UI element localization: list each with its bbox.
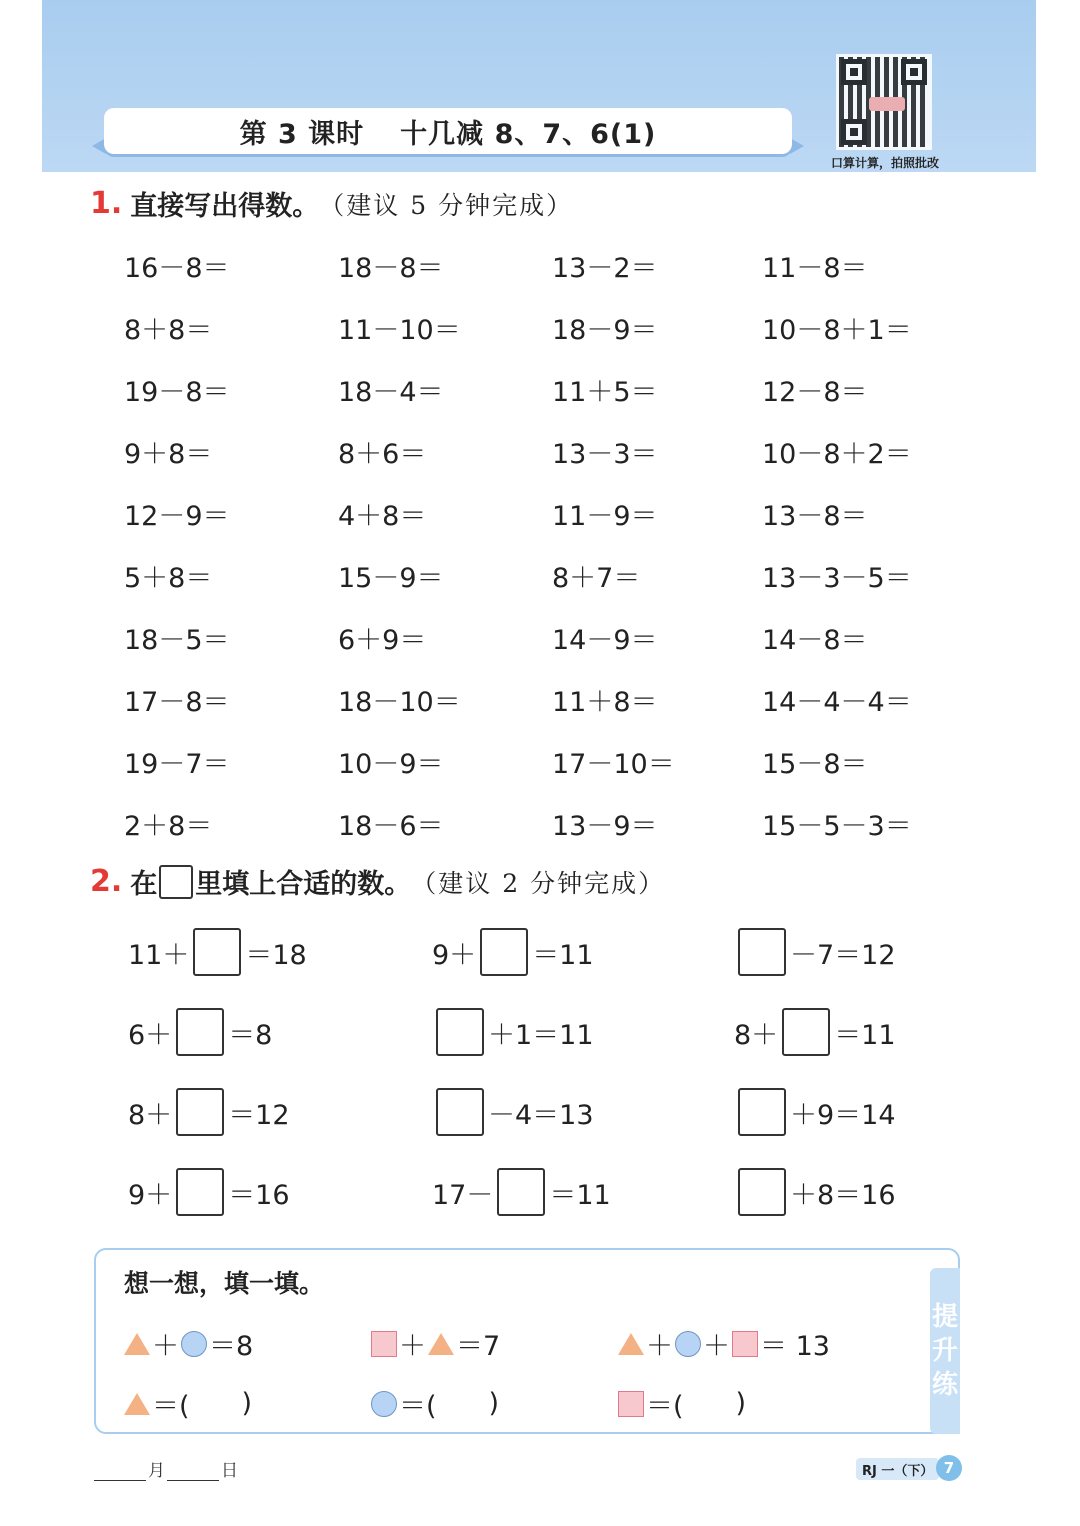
equation[interactable]: 10－8＋1＝ — [762, 315, 912, 346]
equation[interactable]: 8＋6＝ — [338, 439, 427, 470]
equation-suffix: ＝18 — [245, 939, 307, 971]
triangle-icon — [618, 1333, 644, 1355]
section1-number: 1. — [90, 186, 123, 221]
equation[interactable]: 4＋8＝ — [338, 501, 427, 532]
equation-prefix: 6＋ — [128, 1019, 173, 1051]
think-eq-1 — [122, 1324, 253, 1363]
equation[interactable]: 11－8＝ — [762, 253, 868, 284]
section2-heading-post: 里填上合适的数。 — [195, 869, 412, 900]
equation[interactable]: 8＋7＝ — [552, 563, 641, 594]
circle-icon — [181, 1331, 207, 1357]
answer-box[interactable] — [176, 1088, 224, 1136]
fill-equation — [734, 928, 896, 976]
equation[interactable]: 17－10＝ — [552, 749, 675, 780]
fill-equation — [432, 1088, 594, 1136]
fill-equation — [432, 1008, 594, 1056]
equation[interactable]: 15－5－3＝ — [762, 811, 912, 842]
equation[interactable]: 15－8＝ — [762, 749, 868, 780]
equation-suffix: ＋1＝11 — [488, 1019, 594, 1051]
answer-close: ) — [241, 1388, 253, 1419]
answer-box[interactable] — [738, 928, 786, 976]
plus-sign: ＋ — [646, 1331, 673, 1362]
fill-equation — [734, 1168, 896, 1216]
equation[interactable]: 11－10＝ — [338, 315, 461, 346]
circle-icon — [371, 1391, 397, 1417]
answer-close: ) — [735, 1388, 747, 1419]
equation-suffix: ＝11 — [532, 939, 594, 971]
equation[interactable]: 10－9＝ — [338, 749, 444, 780]
equation[interactable]: 18－8＝ — [338, 253, 444, 284]
section2-title — [90, 862, 665, 901]
circle-answer[interactable] — [369, 1384, 499, 1423]
side-tab — [930, 1268, 960, 1434]
month-label: 月 — [148, 1461, 165, 1481]
equation-prefix: 9＋ — [128, 1179, 173, 1211]
title-tab-right — [790, 138, 804, 154]
answer-box[interactable] — [497, 1168, 545, 1216]
answer-open: ＝( — [399, 1391, 437, 1422]
equation[interactable]: 15－9＝ — [338, 563, 444, 594]
equation-suffix: ＝11 — [549, 1179, 611, 1211]
equation[interactable]: 19－7＝ — [124, 749, 230, 780]
equation[interactable]: 6＋9＝ — [338, 625, 427, 656]
square-answer[interactable] — [616, 1384, 746, 1423]
equation[interactable]: 12－8＝ — [762, 377, 868, 408]
equation[interactable]: 13－2＝ — [552, 253, 658, 284]
plus-sign: ＋ — [399, 1331, 426, 1362]
equation[interactable]: 13－8＝ — [762, 501, 868, 532]
equation-suffix: ＋9＝14 — [790, 1099, 896, 1131]
equation-suffix: ＝16 — [228, 1179, 290, 1211]
footer-date — [92, 1456, 238, 1481]
section2-heading-pre: 在 — [130, 869, 158, 900]
triangle-icon — [124, 1393, 150, 1415]
equation[interactable]: 18－9＝ — [552, 315, 658, 346]
think-eq-3 — [616, 1324, 830, 1363]
answer-box[interactable] — [436, 1008, 484, 1056]
month-blank[interactable] — [94, 1463, 146, 1481]
answer-box[interactable] — [782, 1008, 830, 1056]
equation[interactable]: 18－5＝ — [124, 625, 230, 656]
fill-equation — [128, 1008, 272, 1056]
equation-prefix: 9＋ — [432, 939, 477, 971]
equation[interactable]: 18－10＝ — [338, 687, 461, 718]
fill-equation — [734, 1008, 896, 1056]
equation-suffix: ＋8＝16 — [790, 1179, 896, 1211]
think-eq-2-result: ＝7 — [456, 1331, 501, 1362]
equation[interactable]: 14－8＝ — [762, 625, 868, 656]
qr-caption: 口算计算，拍照批改 — [830, 156, 939, 170]
answer-box[interactable] — [480, 928, 528, 976]
day-label: 日 — [221, 1461, 238, 1481]
answer-box[interactable] — [738, 1088, 786, 1136]
equation-suffix: ＝11 — [834, 1019, 896, 1051]
blank-box-icon — [159, 865, 193, 899]
equation[interactable]: 11－9＝ — [552, 501, 658, 532]
equation[interactable]: 8＋8＝ — [124, 315, 213, 346]
fill-equation — [128, 928, 307, 976]
day-blank[interactable] — [167, 1463, 219, 1481]
page-number: 7 — [936, 1455, 962, 1481]
answer-box[interactable] — [193, 928, 241, 976]
circle-icon — [675, 1331, 701, 1357]
square-icon — [371, 1331, 397, 1357]
equation[interactable]: 2＋8＝ — [124, 811, 213, 842]
section1-title — [90, 184, 573, 223]
equation[interactable]: 18－4＝ — [338, 377, 444, 408]
think-eq-1-result: ＝8 — [209, 1331, 254, 1362]
equation-suffix: －7＝12 — [790, 939, 896, 971]
equation[interactable]: 18－6＝ — [338, 811, 444, 842]
equation[interactable]: 13－9＝ — [552, 811, 658, 842]
equation[interactable]: 14－4－4＝ — [762, 687, 912, 718]
section1-heading: 直接写出得数。 — [130, 191, 320, 222]
think-eq-2 — [369, 1324, 500, 1363]
square-icon — [732, 1331, 758, 1357]
fill-equation — [432, 928, 594, 976]
equation[interactable]: 16－8＝ — [124, 253, 230, 284]
think-title: 想一想，填一填。 — [124, 1269, 325, 1298]
equation[interactable]: 9＋8＝ — [124, 439, 213, 470]
section1-hint: （建议 5 分钟完成） — [319, 190, 574, 220]
answer-close: ) — [488, 1388, 500, 1419]
answer-box[interactable] — [436, 1088, 484, 1136]
triangle-icon — [124, 1333, 150, 1355]
fill-equation — [128, 1088, 290, 1136]
equation[interactable]: 13－3＝ — [552, 439, 658, 470]
plus-sign: ＋ — [152, 1331, 179, 1362]
equation[interactable]: 14－9＝ — [552, 625, 658, 656]
equation-suffix: ＝12 — [228, 1099, 290, 1131]
answer-open: ＝( — [646, 1391, 684, 1422]
think-eq-3-result: ＝ 13 — [760, 1331, 830, 1362]
fill-equation — [128, 1168, 290, 1216]
equation-prefix: 17－ — [432, 1179, 494, 1211]
lesson-number: 第 3 课时 — [239, 118, 365, 150]
plus-sign: ＋ — [703, 1331, 730, 1362]
fill-equation — [432, 1168, 611, 1216]
equation-suffix: ＝8 — [228, 1019, 273, 1051]
qr-code-icon[interactable] — [836, 54, 932, 150]
answer-box[interactable] — [738, 1168, 786, 1216]
answer-box[interactable] — [176, 1168, 224, 1216]
equation[interactable]: 17－8＝ — [124, 687, 230, 718]
equation[interactable]: 11＋5＝ — [552, 377, 658, 408]
section2-hint: （建议 2 分钟完成） — [411, 868, 666, 898]
side-tab-char: 升 — [931, 1336, 958, 1366]
answer-open: ＝( — [152, 1391, 190, 1422]
answer-box[interactable] — [176, 1008, 224, 1056]
section2-number: 2. — [90, 864, 123, 899]
equation[interactable]: 12－9＝ — [124, 501, 230, 532]
side-tab-char: 提 — [931, 1302, 958, 1332]
fill-equation — [734, 1088, 896, 1136]
equation[interactable]: 13－3－5＝ — [762, 563, 912, 594]
equation-prefix: 11＋ — [128, 939, 190, 971]
equation[interactable]: 11＋8＝ — [552, 687, 658, 718]
triangle-answer[interactable] — [122, 1384, 252, 1423]
book-badge: RJ 一（下） — [856, 1458, 939, 1480]
lesson-title — [104, 108, 792, 154]
square-icon — [618, 1391, 644, 1417]
lesson-topic: 十几减 8、7、6(1) — [400, 118, 657, 150]
equation[interactable]: 10－8＋2＝ — [762, 439, 912, 470]
equation[interactable]: 5＋8＝ — [124, 563, 213, 594]
equation-prefix: 8＋ — [128, 1099, 173, 1131]
equation[interactable]: 19－8＝ — [124, 377, 230, 408]
side-tab-char: 练 — [931, 1370, 958, 1400]
equation-prefix: 8＋ — [734, 1019, 779, 1051]
triangle-icon — [428, 1333, 454, 1355]
equation-suffix: －4＝13 — [488, 1099, 594, 1131]
